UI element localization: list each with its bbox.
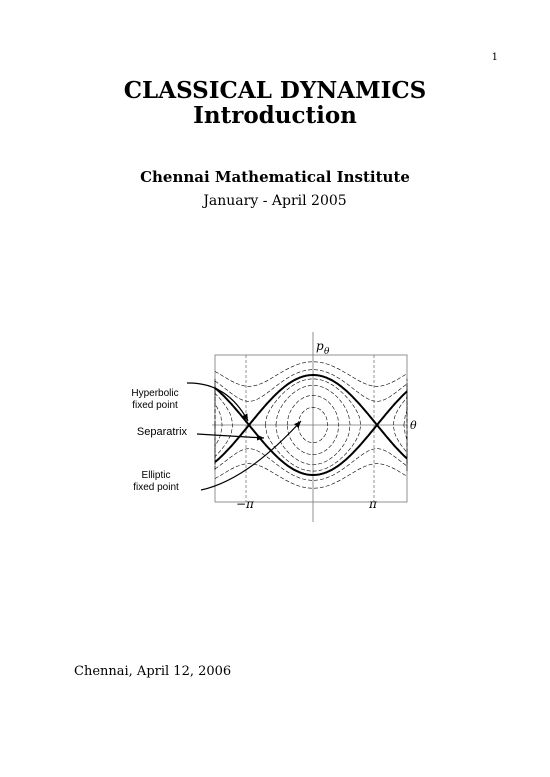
y-axis-label: p	[316, 339, 324, 353]
rotation-orbit-curve	[215, 362, 407, 387]
phase-portrait-figure	[115, 330, 425, 530]
document-title: CLASSICAL DYNAMICS	[123, 77, 427, 104]
y-axis-subscript: θ	[324, 347, 330, 357]
hyperbolic-label-line1: Hyperbolic	[131, 388, 179, 399]
phase-portrait-svg	[115, 330, 425, 530]
elliptic-label-line2: fixed point	[133, 482, 179, 493]
plot-frame	[215, 355, 407, 502]
rotation-orbit-curve	[215, 464, 407, 489]
separatrix-curve	[215, 375, 407, 425]
hyperbolic-pointer-arrow	[187, 383, 248, 421]
footer-date: Chennai, April 12, 2006	[74, 664, 232, 679]
course-dates: January - April 2005	[203, 193, 347, 209]
separatrix-label: Separatrix	[136, 426, 188, 438]
x-axis-label: θ	[410, 419, 417, 432]
institute-name: Chennai Mathematical Institute	[140, 168, 410, 186]
separatrix-curve	[215, 425, 407, 475]
elliptic-label-line1: Elliptic	[141, 470, 171, 481]
hyperbolic-label-line2: fixed point	[132, 400, 178, 411]
separatrix-pointer-arrow	[197, 434, 264, 438]
pi-tick-label: π	[369, 497, 377, 511]
document-subtitle: Introduction	[193, 102, 357, 129]
neg-pi-tick-label: −π	[236, 497, 254, 511]
page-number: 1	[491, 52, 498, 63]
